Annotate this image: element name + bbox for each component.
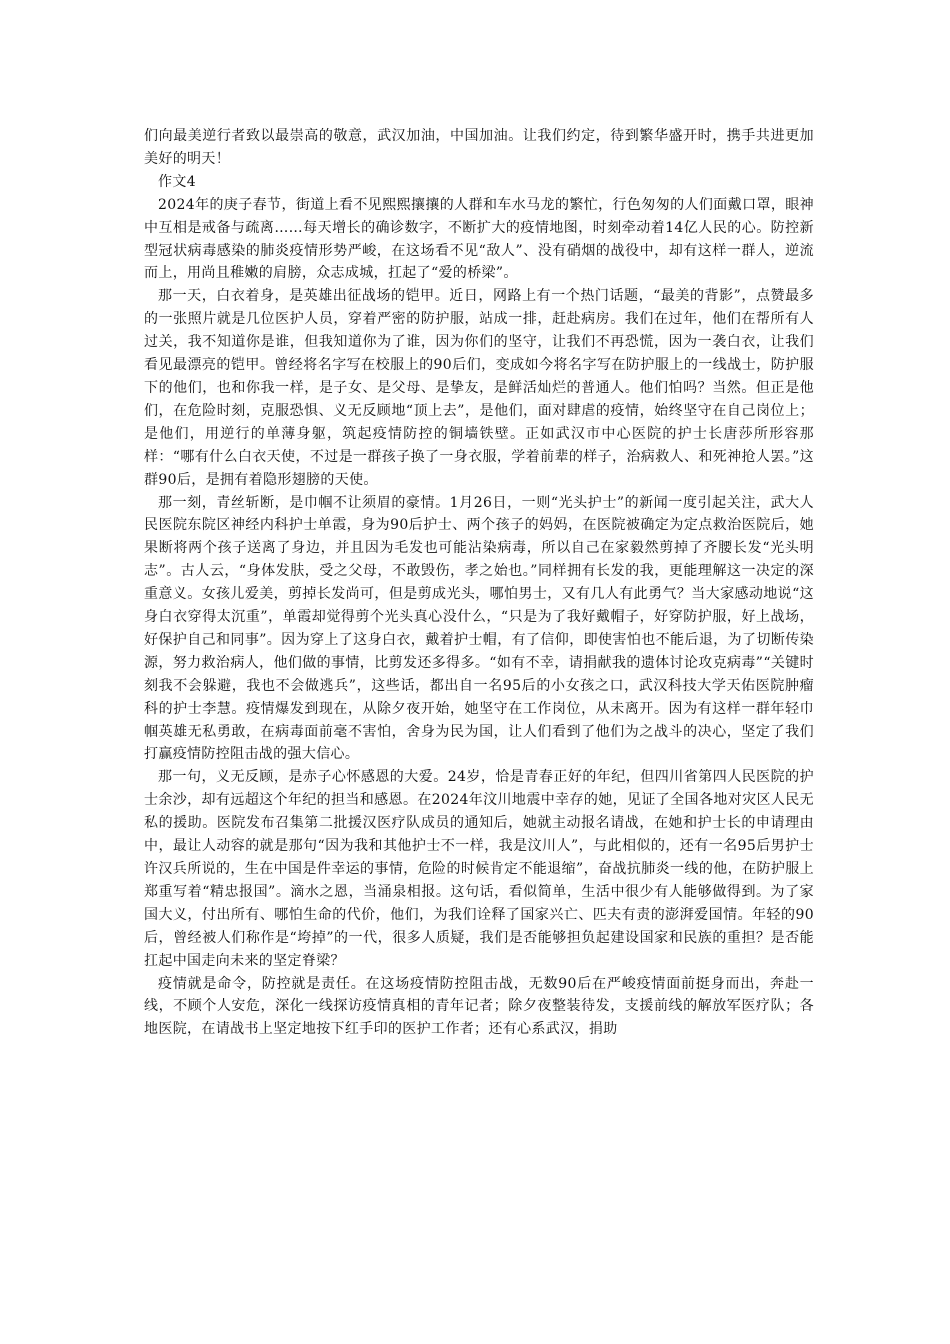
paragraph-that-day: 那一天，白衣着身，是英雄出征战场的铠甲。近日，网路上有一个热门话题，“最美的背影”，点赞最多的一张照片就是几位医护人员，穿着严密的防护服，站成一排，赶赴病房。我们在过年，他们在帮所有人过关，我不知道你是谁，但我知道你为了谁，因为你们的坚守，让我们不再恐慌，因为一袭白衣，让我们看见最漂亮的铠甲。曾经将名字写在校服上的90后们，变成如今将名字写在防护服上的一线战士，防护服下的他们，也和你我一样，是子女、是父母、是挚友，是鲜活灿烂的普通人。他们怕吗？当然。但正是他们，在危险时刻，克服恐惧、义无反顾地“顶上去”，是他们，面对肆虐的疫情，始终坚守在自己岗位上；是他们，用逆行的单薄身躯，筑起疫情防控的铜墙铁壁。正如武汉市中心医院的护士长唐莎所形容那样：“哪有什么白衣天使，不过是一群孩子换了一身衣服，学着前辈的样子，治病救人、和死神抢人罢。”这群90后，是拥有着隐形翅膀的天使。 [144, 288, 814, 488]
paragraph-intro: 2024年的庚子春节，街道上看不见熙熙攘攘的人群和车水马龙的繁忙，行色匆匆的人们面戴口罩，眼神中互相是戒备与疏离……每天增长的确诊数字，不断扩大的疫情地图，时刻牵动着14亿人民的心。防控新型冠状病毒感染的肺炎疫情形势严峻，在这场看不见“敌人”、没有硝烟的战役中，却有这样一群人，逆流而上，用尚且稚嫩的肩膀，众志成城，扛起了“爱的桥梁”。 [144, 196, 814, 282]
paragraph-continuation: 们向最美逆行者致以最崇高的敬意，武汉加油，中国加油。让我们约定，待到繁华盛开时，携手共进更加美好的明天！ [144, 128, 814, 167]
paragraph-epidemic-command: 疫情就是命令，防控就是责任。在这场疫情防控阻击战，无数90后在严峻疫情面前挺身而出，奔赴一线，不顾个人安危，深化一线探访疫情真相的青年记者；除夕夜整装待发，支援前线的解放军医疗队；各地医院，在请战书上坚定地按下红手印的医护工作者；还有心系武汉，捐助 [144, 975, 814, 1038]
paragraph-that-sentence: 那一句，义无反顾，是赤子心怀感恩的大爱。24岁，恰是青春正好的年纪，但四川省第四人民医院的护士余沙，却有远超这个年纪的担当和感恩。在2024年汶川地震中幸存的她，见证了全国各地对灾区人民无私的援助。医院发布召集第二批援汉医疗队成员的通知后，她就主动报名请战，在她和护士长的申请理由中，最让人动容的就是那句“因为我和其他护士不一样，我是汶川人”，与此相似的，还有一名95后男护士许汉兵所说的，生在中国是件幸运的事情，危险的时候肯定不能退缩”，奋战抗肺炎一线的他，在防护服上郑重写着“精忠报国”。滴水之恩，当涌泉相报。这句话，看似简单，生活中很少有人能够做得到。为了家国大义，付出所有、哪怕生命的代价，他们，为我们诠释了国家兴亡、匹夫有责的澎湃爱国情。年轻的90后，曾经被人们称作是“垮掉”的一代，很多人质疑，我们是否能够担负起建设国家和民族的重担？是否能扛起中国走向未来的坚定脊梁？ [144, 769, 814, 969]
paragraph-that-moment: 那一刻，青丝斩断，是巾帼不让须眉的豪情。1月26日，一则“光头护士”的新闻一度引起关注，武大人民医院东院区神经内科护士单霞，身为90后护士、两个孩子的妈妈，在医院被确定为定点救治医院后，她果断将两个孩子送离了身边，并且因为毛发也可能沾染病毒，所以自己在家毅然剪掉了齐腰长发“光头明志”。古人云，“身体发肤，受之父母，不敢毁伤，孝之始也。”同样拥有长发的我，更能理解这一决定的深重意义。女孩儿爱美，剪掉长发尚可，但是剪成光头，哪怕男士，又有几人有此勇气？当大家感动地说“这身白衣穿得太沉重”，单霞却觉得剪个光头真心没什么，“只是为了我好戴帽子，好穿防护服，好上战场，好保护自己和同事”。因为穿上了这身白衣，戴着护士帽，有了信仰，即使害怕也不能后退，为了切断传染源，努力救治病人，他们做的事情，比剪发还多得多。“如有不幸，请捐献我的遗体讨论攻克病毒”“关键时刻我不会躲避，我也不会做逃兵”，这些话，都出自一名95后的小女孩之口，武汉科技大学天佑医院肿瘤科的护士李慧。疫情爆发到现在，从除夕夜开始，她坚守在工作岗位，从未离开。因为有这样一群年轻巾帼英雄无私勇敢，在病毒面前毫不害怕，舍身为民为国，让人们看到了他们为之战斗的决心，坚定了我们打赢疫情防控阻击战的强大信心。 [144, 494, 814, 763]
document-body [144, 125, 814, 1041]
essay-heading: 作文4 [158, 173, 196, 190]
